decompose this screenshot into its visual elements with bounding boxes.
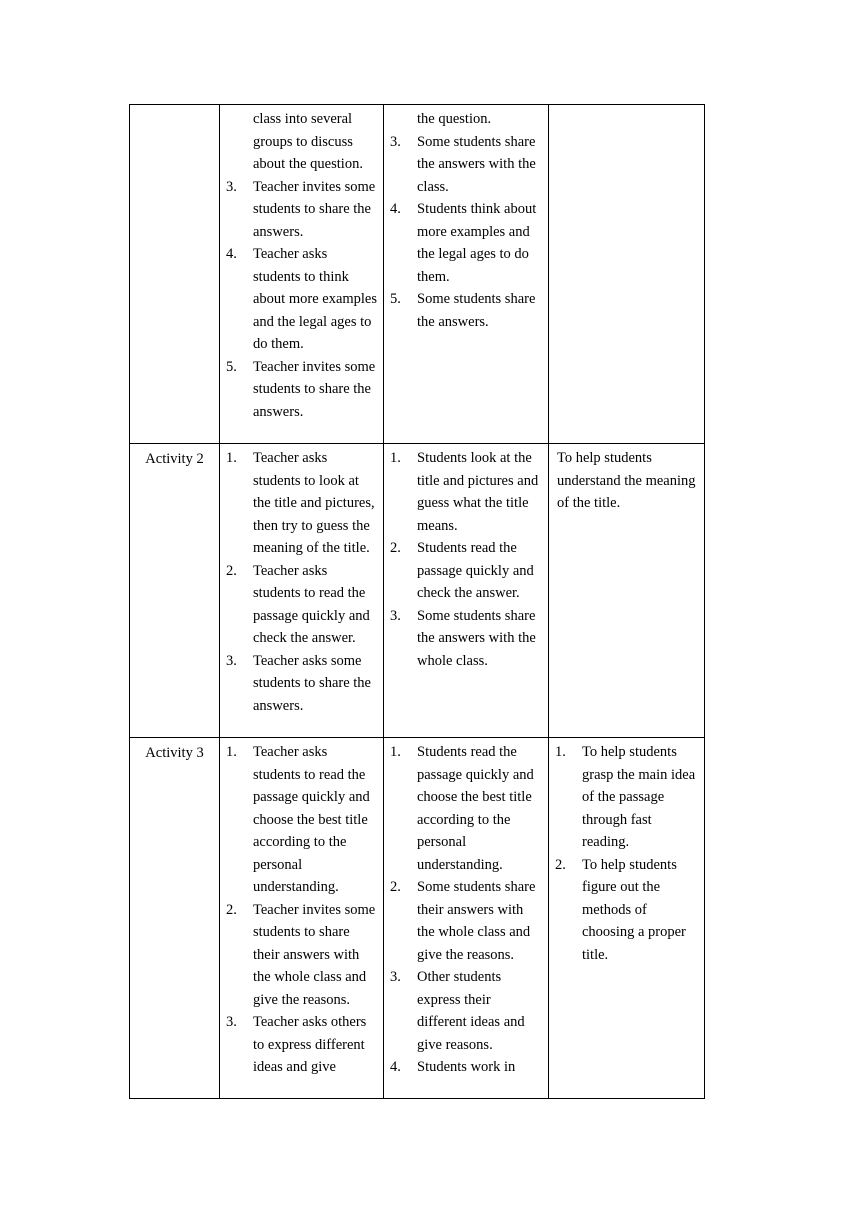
list-item: 1. To help students grasp the main idea of the passage through fast reading. — [555, 744, 696, 850]
purpose-cell — [549, 105, 705, 444]
list-item: 5. Teacher invites some students to share the answers. — [226, 358, 376, 420]
purpose-list — [555, 741, 698, 966]
list-item: 3. Some students share the answers with the class. — [390, 133, 536, 195]
list-item: 5. Some students share the answers. — [390, 291, 536, 330]
list-item: the question. — [417, 111, 492, 127]
table-row — [130, 105, 705, 444]
student-activity-list — [390, 447, 542, 672]
table-row — [130, 444, 705, 738]
list-item: 2. To help students figure out the methods of choosing a proper title. — [555, 856, 686, 963]
list-item: 4. Students think about more examples and the legal ages to do them. — [390, 201, 537, 285]
student-activity-list — [390, 108, 542, 333]
list-item: 1. Teacher asks students to read the passage quickly and choose the best title according to the personal understanding. — [226, 744, 370, 895]
teacher-activity-list — [226, 447, 377, 717]
list-item: 3. Teacher invites some students to share the answers. — [226, 178, 376, 240]
table-row — [130, 738, 705, 1099]
list-item: 4. Teacher asks students to think about more examples and the legal ages to do them. — [226, 246, 378, 352]
list-item: 1. Students look at the title and pictures and guess what the title means. — [390, 450, 539, 534]
list-item: 4. Students work in — [390, 1059, 516, 1075]
list-item: 2. Teacher asks students to read the passage quickly and check the answer. — [226, 562, 370, 646]
list-item: 1. Teacher asks students to look at the title and pictures, then try to guess the meaning of the title. — [226, 450, 375, 556]
list-item: 3. Some students share the answers with the whole class. — [390, 607, 536, 669]
teacher-activity-list — [226, 108, 377, 423]
list-item: 2. Students read the passage quickly and check the answer. — [390, 540, 534, 601]
list-item: 3. Teacher asks others to express different ideas and give — [226, 1014, 367, 1075]
activity-label: Activity 2 — [130, 444, 220, 738]
activity-label: Activity 3 — [130, 738, 220, 1099]
student-activity-list — [390, 741, 542, 1079]
activity-label — [130, 105, 220, 444]
list-item: 2. Some students share their answers with the whole class and give the reasons. — [390, 879, 536, 963]
list-item: 1. Students read the passage quickly and choose the best title according to the personal understanding. — [390, 744, 534, 873]
purpose-cell: To help students understand the meaning of the title. — [549, 444, 705, 738]
lesson-plan-table — [129, 104, 705, 1099]
list-item: 3. Other students express their different ideas and give reasons. — [390, 969, 525, 1053]
list-item: class into several groups to discuss about the question. — [253, 111, 363, 172]
list-item: 3. Teacher asks some students to share the answers. — [226, 652, 371, 714]
list-item: 2. Teacher invites some students to share their answers with the whole class and give the reasons. — [226, 901, 376, 1008]
teacher-activity-list — [226, 741, 377, 1079]
